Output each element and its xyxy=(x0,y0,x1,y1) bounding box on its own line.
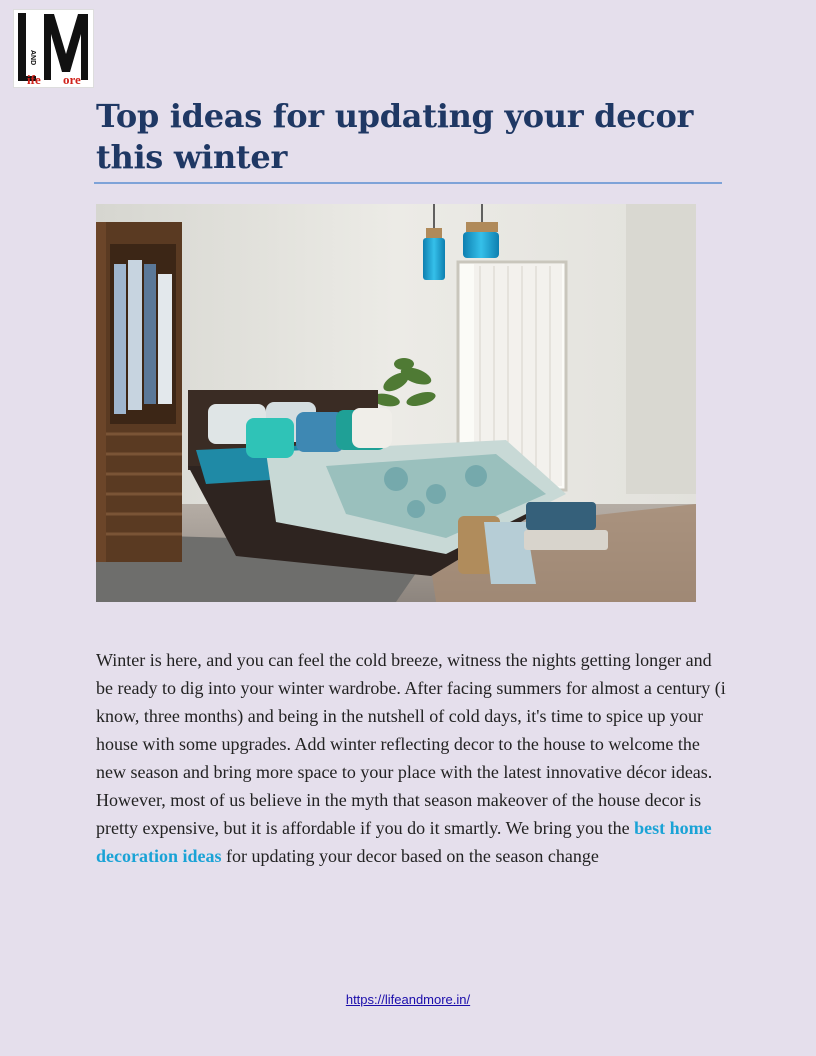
site-logo[interactable] xyxy=(13,9,94,88)
intro-text-after: for updating your decor based on the season change xyxy=(221,846,599,866)
logo-and-text: AND xyxy=(29,50,36,66)
footer xyxy=(0,992,816,1007)
intro-text-before: Winter is here, and you can feel the cold breeze, witness the nights getting longer and be ready to dig into your winter wardrobe. After facing summers for almost a century (i know, three months) and being in the nutshell of cold days, it's time to spice up your house with some upgrades. Add winter reflecting decor to the house to welcome the new season and bring more space to your place with the latest innovative décor ideas. However, most of us believe in the myth that season makeover of the house decor is pretty expensive, but it is affordable if you do it smartly. We bring you the xyxy=(96,650,726,838)
footer-url-link[interactable]: https://lifeandmore.in/ xyxy=(345,992,471,1007)
title-divider xyxy=(94,182,722,184)
logo-ore-text: ore xyxy=(63,72,81,87)
logo-mark xyxy=(14,10,93,87)
logo-ife-text: ife xyxy=(27,72,41,87)
intro-paragraph xyxy=(96,646,726,870)
home-decoration-ideas-link[interactable]: best home decoration ideas xyxy=(96,818,712,866)
bedroom-photo xyxy=(96,204,696,602)
article-title: Top ideas for updating your decor this winter xyxy=(96,97,694,176)
